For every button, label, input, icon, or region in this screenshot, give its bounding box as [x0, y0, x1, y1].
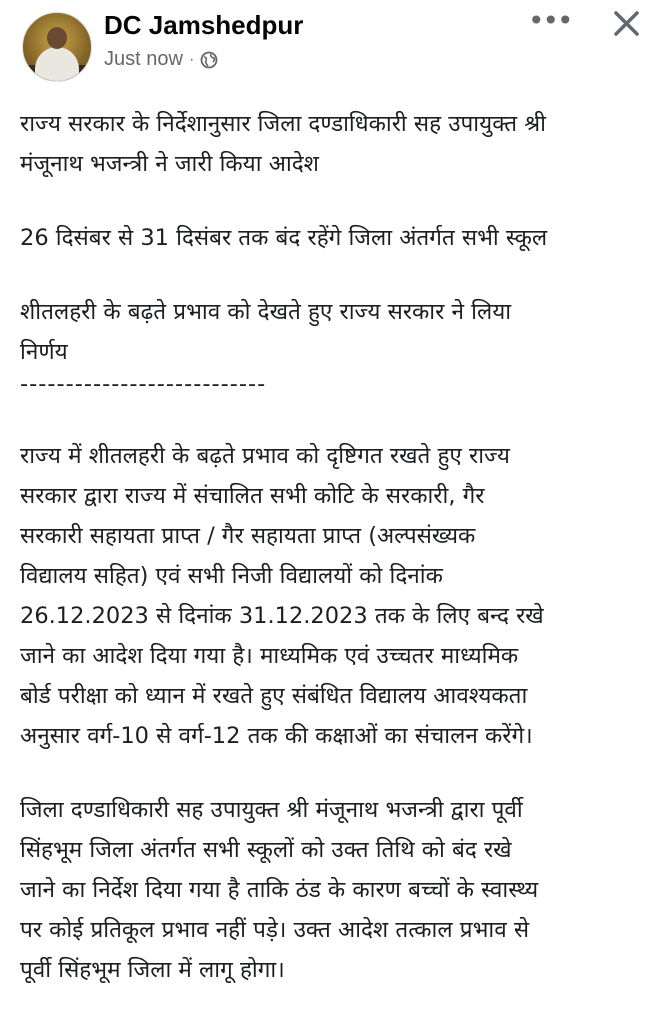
close-button[interactable]	[606, 4, 646, 44]
post-line: सिंहभूम जिला अंतर्गत सभी स्कूलों को उक्त तिथि को बंद रखे	[20, 837, 512, 863]
post-meta	[104, 48, 218, 71]
post-line: राज्य में शीतलहरी के बढ़ते प्रभाव को दृष्टिगत रखते हुए राज्य	[20, 443, 510, 469]
post-text	[20, 104, 648, 990]
post-line: पूर्वी सिंहभूम जिला में लागू होगा।	[20, 957, 285, 983]
post-line: जाने का निर्देश दिया गया है ताकि ठंड के कारण बच्चों के स्वास्थ्य	[20, 877, 539, 903]
post-timestamp[interactable]: Just now	[104, 48, 183, 70]
close-icon	[606, 4, 646, 44]
post-line: मंजूनाथ भजन्त्री ने जारी किया आदेश	[20, 151, 319, 177]
post-line: पर कोई प्रतिकूल प्रभाव नहीं पड़े। उक्त आदेश तत्काल प्रभाव से	[20, 917, 530, 943]
post-line: शीतलहरी के बढ़ते प्रभाव को देखते हुए राज्य सरकार ने लिया	[20, 299, 512, 325]
post-line: राज्य सरकार के निर्देशानुसार जिला दण्डाधिकारी सह उपायुक्त श्री	[20, 111, 546, 137]
post-line: 26.12.2023 से दिनांक 31.12.2023 तक के लिए बन्द रखे	[20, 603, 544, 629]
post-line: निर्णय	[20, 339, 68, 365]
post-header	[0, 0, 661, 95]
page-avatar[interactable]	[22, 12, 92, 82]
post-line: जाने का आदेश दिया गया है। माध्यमिक एवं उच्चतर माध्यमिक	[20, 643, 519, 669]
post-line: विद्यालय सहित) एवं सभी निजी विद्यालयों को दिनांक	[20, 563, 443, 589]
post-line: 26 दिसंबर से 31 दिसंबर तक बंद रहेंगे जिला अंतर्गत सभी स्कूल	[20, 225, 548, 251]
avatar-head	[47, 27, 67, 49]
more-options-button[interactable]: •••	[528, 4, 572, 37]
divider-line: ---------------------------	[20, 371, 267, 397]
post-line: अनुसार वर्ग-10 से वर्ग-12 तक की कक्षाओं का संचालन करेंगे।	[20, 723, 533, 749]
page-name[interactable]: DC Jamshedpur	[104, 10, 304, 40]
meta-separator: ·	[188, 50, 195, 68]
post-line: बोर्ड परीक्षा को ध्यान में रखते हुए संबंधित विद्यालय आवश्यकता	[20, 683, 528, 709]
post-line: सरकार द्वारा राज्य में संचालित सभी कोटि के सरकारी, गैर	[20, 483, 485, 509]
avatar-figure	[35, 47, 79, 82]
globe-icon[interactable]	[200, 51, 218, 69]
post-line: जिला दण्डाधिकारी सह उपायुक्त श्री मंजूनाथ भजन्त्री द्वारा पूर्वी	[20, 797, 523, 823]
post-line: सरकारी सहायता प्राप्त / गैर सहायता प्राप्त (अल्पसंख्यक	[20, 523, 476, 549]
